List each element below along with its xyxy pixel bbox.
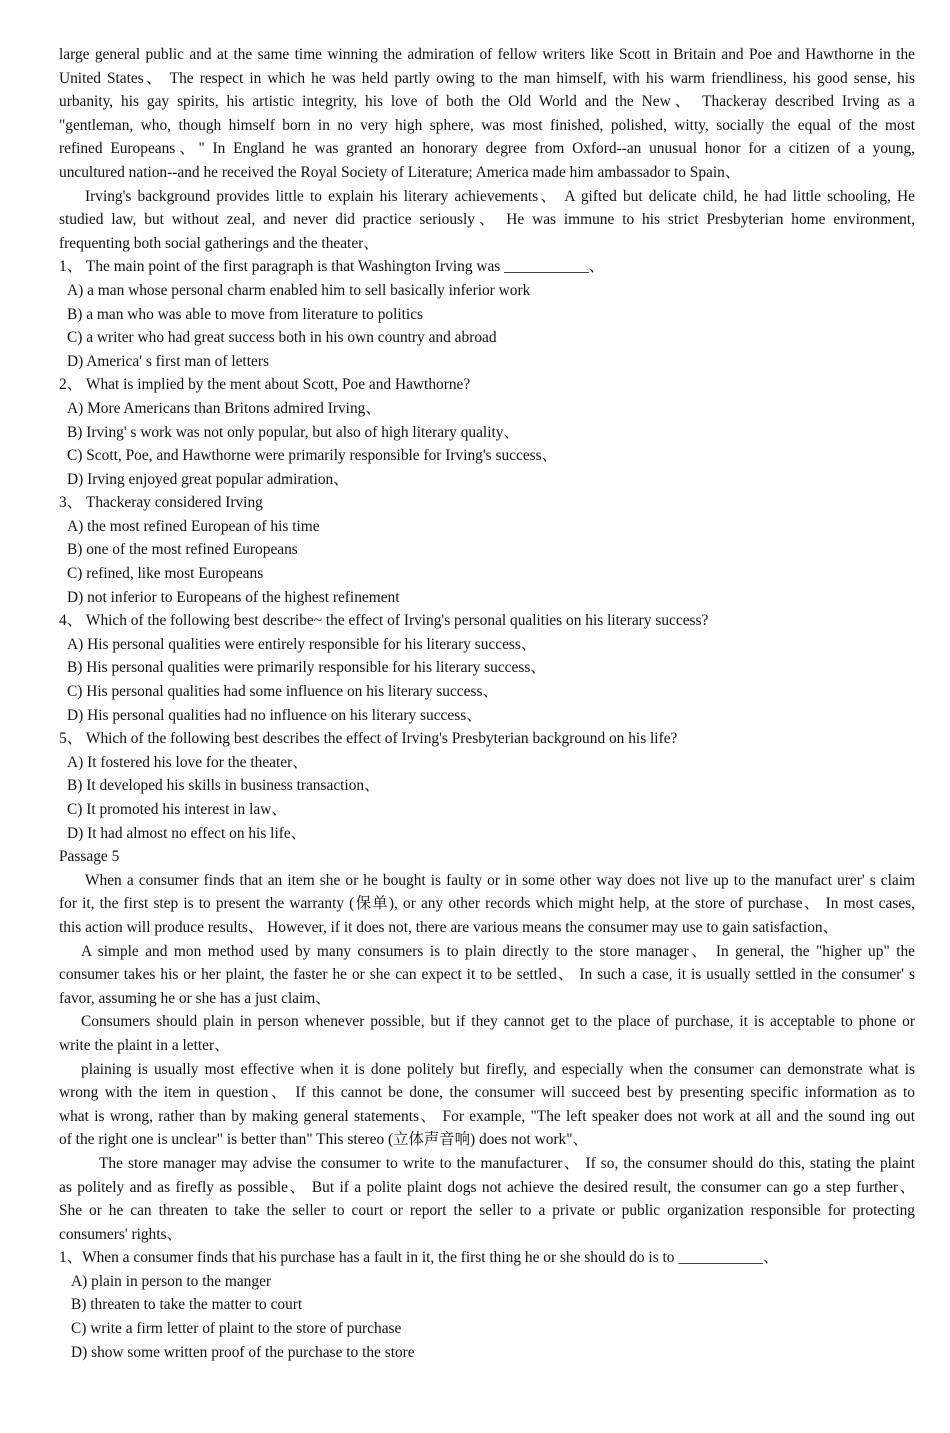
question-2 bbox=[59, 373, 915, 491]
paragraph-in-person bbox=[59, 1010, 915, 1057]
text-line: write the plaint in a letter、 bbox=[59, 1036, 230, 1054]
text-line: When a consumer finds that an item she or he bought is faulty or in some other way does not live up to the manufact urer' s claim bbox=[85, 871, 915, 889]
text-line: for it, the first step is to present the warranty (保单), or any other records which might help, at the store of purchase、 In most cases, bbox=[59, 895, 915, 913]
answer-option: A) It fostered his love for the theater、 bbox=[67, 753, 308, 771]
text-line: uncultured nation--and he received the Royal Society of Literature; America made him ambassador to Spain、 bbox=[59, 163, 741, 181]
question-stem: 1、When a consumer finds that his purchase has a fault in it, the first thing he or she should do is to ___________、 bbox=[59, 1249, 779, 1267]
passage-heading: Passage 5 bbox=[59, 848, 120, 866]
text-line: The store manager may advise the consumer to write to the manufacturer、 If so, the consumer should do this, stating the plaint bbox=[99, 1154, 915, 1172]
answer-option: B) It developed his skills in business transaction、 bbox=[67, 777, 380, 795]
text-line: "gentleman, who, though himself born in no very high sphere, was most finished, polished, witty, socially the equal of the most bbox=[59, 116, 915, 134]
question-3 bbox=[59, 491, 915, 609]
text-line: wrong with the item in question、 If this cannot be done, the consumer will succeed best by presenting specific information as to bbox=[59, 1084, 915, 1102]
question-stem: 2、 What is implied by the ment about Scott, Poe and Hawthorne? bbox=[59, 376, 471, 394]
text-line: United States、 The respect in which he was held partly owing to the man himself, with his warm friendliness, his good sense, his bbox=[59, 69, 915, 87]
question-stem: 5、 Which of the following best describes the effect of Irving's Presbyterian background on his life? bbox=[59, 730, 678, 748]
passage5-question-1 bbox=[59, 1246, 915, 1364]
answer-option: D) not inferior to Europeans of the highest refinement bbox=[67, 588, 400, 606]
text-line: frequenting both social gatherings and the theater、 bbox=[59, 234, 379, 252]
answer-option: D) His personal qualities had no influence on his literary success、 bbox=[67, 706, 482, 724]
text-line: large general public and at the same time winning the admiration of fellow writers like Scott in Britain and Poe and Hawthorne in the bbox=[59, 46, 915, 63]
question-5 bbox=[59, 727, 915, 845]
text-line: this action will produce results、 However, if it does not, there are various means the consumer may use to gain satisfaction、 bbox=[59, 918, 838, 936]
text-line: plaining is usually most effective when it is done politely but firefly, and especially when the consumer can demonstrate what is bbox=[81, 1060, 915, 1078]
question-stem: 4、 Which of the following best describe~ the effect of Irving's personal qualities on his literary success? bbox=[59, 612, 709, 630]
question-1 bbox=[59, 255, 915, 373]
paragraph-irving-reputation bbox=[59, 43, 915, 185]
text-line: Consumers should plain in person whenever possible, but if they cannot get to the place of purchase, it is acceptable to phone or bbox=[81, 1013, 915, 1031]
answer-option: C) It promoted his interest in law、 bbox=[67, 801, 287, 818]
text-line: studied law, but without zeal, and never did practice seriously、 He was immune to his strict Presbyterian home environment, bbox=[59, 211, 915, 229]
paragraph-warranty bbox=[59, 869, 915, 940]
answer-option: B) threaten to take the matter to court bbox=[71, 1296, 303, 1314]
answer-option: C) refined, like most Europeans bbox=[67, 565, 264, 583]
answer-option: D) It had almost no effect on his life、 bbox=[67, 824, 307, 842]
answer-option: D) show some written proof of the purchase to the store bbox=[71, 1343, 415, 1361]
answer-option: D) Irving enjoyed great popular admiration、 bbox=[67, 470, 349, 488]
text-line: A simple and mon method used by many consumers is to plain directly to the store manager、 In general, the "higher up" the bbox=[81, 942, 915, 960]
answer-option: C) a writer who had great success both in his own country and abroad bbox=[67, 329, 497, 347]
answer-option: B) His personal qualities were primarily responsible for his literary success、 bbox=[67, 659, 546, 677]
answer-option: A) plain in person to the manger bbox=[71, 1272, 272, 1290]
answer-option: B) one of the most refined Europeans bbox=[67, 541, 298, 559]
paragraph-manufacturer bbox=[59, 1152, 915, 1246]
text-line: consumers' rights、 bbox=[59, 1225, 182, 1243]
text-line: Irving's background provides little to explain his literary achievements、 A gifted but delicate child, he had little schooling, He bbox=[85, 187, 915, 205]
answer-option: A) More Americans than Britons admired Irving、 bbox=[67, 399, 381, 417]
text-line: as politely and as firefly as possible、 But if a polite plaint dogs not achieve the desired result, the consumer can go a step further、 bbox=[59, 1178, 915, 1196]
text-line: favor, assuming he or she has a just claim、 bbox=[59, 989, 331, 1007]
question-4 bbox=[59, 609, 915, 727]
text-line: She or he can threaten to take the seller to court or report the seller to a private or public organization responsible for protecting bbox=[59, 1202, 915, 1220]
text-line: what is wrong, rather than by making general statements、 For example, "The left speaker does not work at all and the sound ing out bbox=[59, 1107, 915, 1125]
answer-option: B) Irving' s work was not only popular, but also of high literary quality、 bbox=[67, 423, 519, 441]
document-page bbox=[59, 43, 915, 1364]
paragraph-store-manager bbox=[59, 940, 915, 1011]
answer-option: A) a man whose personal charm enabled him to sell basically inferior work bbox=[67, 281, 531, 299]
answer-option: C) His personal qualities had some influence on his literary success、 bbox=[67, 683, 498, 701]
answer-option: C) Scott, Poe, and Hawthorne were primarily responsible for Irving's success、 bbox=[67, 447, 558, 465]
text-line: urbanity, his gay spirits, his artistic integrity, his love of both the Old World and the New、 Thackeray described Irving as a bbox=[59, 93, 915, 111]
answer-option: D) America' s first man of letters bbox=[67, 352, 269, 370]
text-line: consumer takes his or her plaint, the faster he or she can expect it to be settled、 In such a case, it is usually settled in the consumer' s bbox=[59, 966, 915, 984]
text-line: refined Europeans、" In England he was granted an honorary degree from Oxford--an unusual honor for a citizen of a young, bbox=[59, 140, 915, 158]
answer-option: A) the most refined European of his time bbox=[67, 517, 320, 535]
paragraph-irving-background bbox=[59, 185, 915, 256]
question-stem: 3、 Thackeray considered Irving bbox=[59, 494, 263, 512]
answer-option: C) write a firm letter of plaint to the store of purchase bbox=[71, 1320, 402, 1338]
answer-option: B) a man who was able to move from literature to politics bbox=[67, 305, 424, 323]
question-stem: 1、 The main point of the first paragraph is that Washington Irving was ___________、 bbox=[59, 258, 605, 276]
text-line: of the right one is unclear" is better than" This stereo (立体声音响) does not work"、 bbox=[59, 1131, 588, 1149]
paragraph-politely-firmly bbox=[59, 1058, 915, 1152]
answer-option: A) His personal qualities were entirely responsible for his literary success、 bbox=[67, 635, 537, 653]
